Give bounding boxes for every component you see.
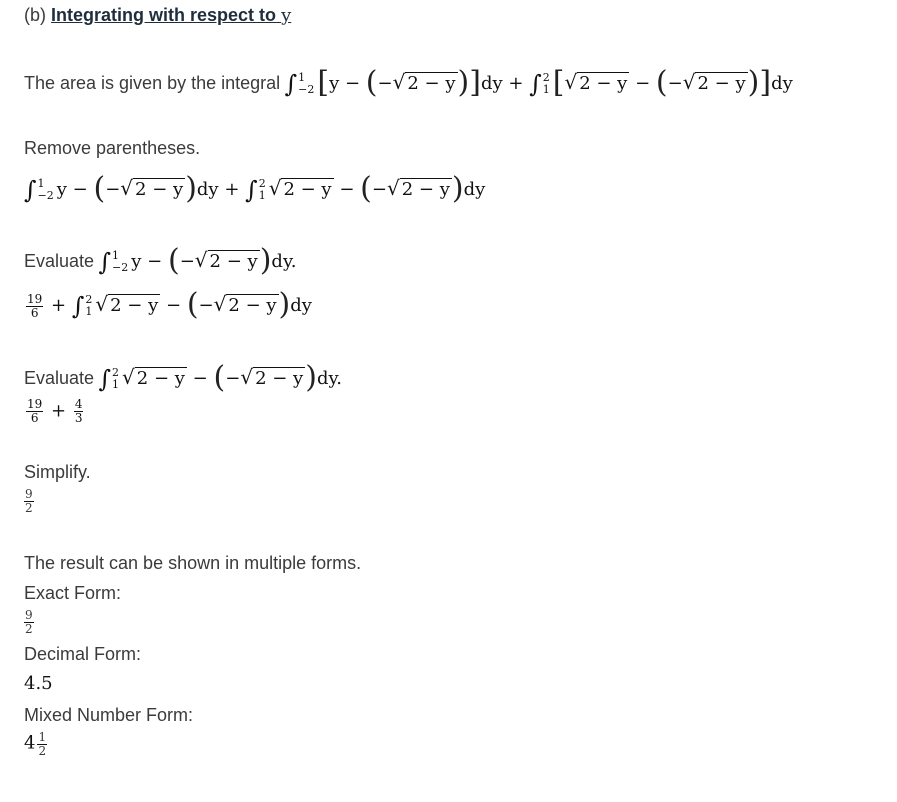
step-simplify-title: Simplify. [24, 462, 91, 482]
step-simplify-result: $\frac{9}{2}$ [25, 487, 33, 515]
exact-form-value: $\frac{9}{2}$ [25, 608, 33, 636]
step-evaluate-second-line: Evaluate ∫ 2 1 √ 2 − y − (−√ 2 − y)dy. [24, 360, 342, 395]
part-label: (b) [24, 5, 46, 25]
integral-sign-icon: ∫ [284, 70, 298, 98]
decimal-form-label: Decimal Form: [24, 644, 142, 664]
decimal-form-value: 4.5 [24, 673, 53, 694]
step-evaluate-second-result: $\frac{19}{6}$ + $\frac{4}{3}$ [27, 397, 83, 425]
mixed-form-label: Mixed Number Form: [24, 705, 194, 725]
step-remove-parentheses-expression: ∫ 1 −2 y − (−√ 2 − y)dy + ∫ 2 1 √ 2 − y − (−√ 2 − y)dy [24, 171, 486, 206]
heading-link[interactable]: Integrating with respect to y [51, 5, 292, 26]
step-evaluate-first-result: $\frac{19}{6}$ + ∫ 2 1 √ 2 − y − (−√ 2 − y)dy [27, 287, 312, 322]
mixed-form-value: 4 $\frac{1}{2}$ [24, 730, 47, 758]
forms-intro: The result can be shown in multiple forms. [24, 553, 362, 573]
area-integral-expression: ∫ 1 −2 [y − (−√ 2 − y)]dy + ∫ 2 1 [√ 2 − y − (−√ 2 − y)]dy [284, 65, 793, 100]
intro-text: The area is given by the integral [24, 73, 281, 93]
step-remove-parentheses-title: Remove parentheses. [24, 138, 201, 158]
step-evaluate-first-title: Evaluate [24, 251, 95, 271]
step-evaluate-first-line: Evaluate ∫ 1 −2 y − (−√ 2 − y)dy. [24, 243, 297, 278]
section-heading [24, 5, 291, 26]
exact-form-label: Exact Form: [24, 583, 122, 603]
step-evaluate-second-title: Evaluate [24, 368, 95, 388]
area-integral-line [24, 62, 793, 100]
